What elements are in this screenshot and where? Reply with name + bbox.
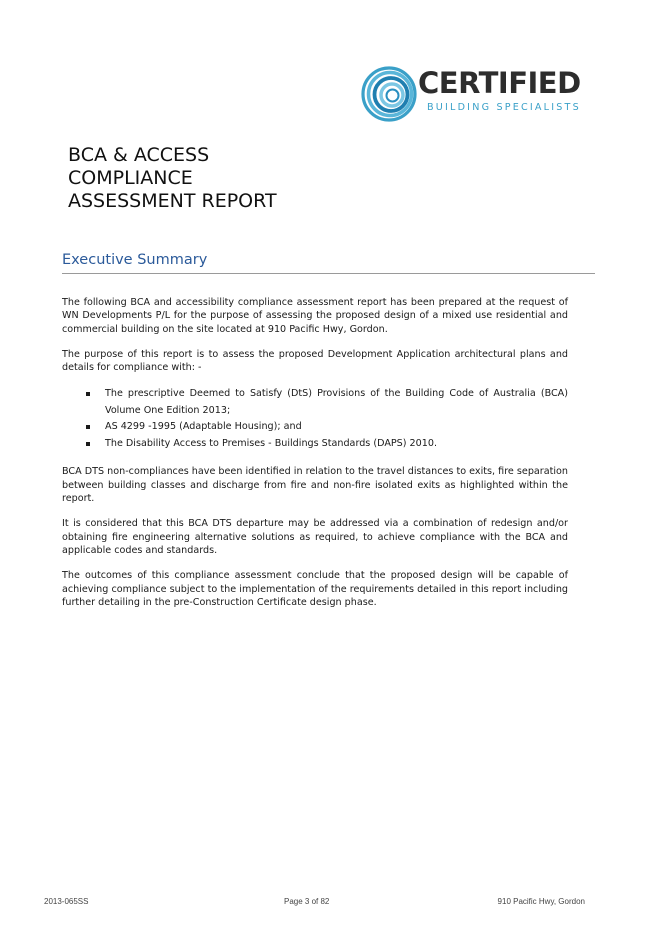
report-title-line: COMPLIANCE (68, 167, 193, 189)
list-item (62, 386, 568, 419)
list-item-text: The Disability Access to Premises - Buildings Standards (DAPS) 2010. (105, 437, 438, 449)
compliance-list (62, 386, 568, 452)
report-title-line: ASSESSMENT REPORT (68, 190, 277, 212)
report-title (68, 144, 388, 213)
square-bullet-icon (86, 442, 90, 446)
section-heading: Executive Summary (62, 252, 208, 268)
executive-summary-body (62, 296, 568, 621)
summary-paragraph: The following BCA and accessibility compliance assessment report has been prepared at the request of WN Developments P/L for the purpose of assessing the proposed design of a mixed use residential and commercial building on the site located at 910 Pacific Hwy, Gordon. (62, 297, 568, 335)
summary-paragraph: The outcomes of this compliance assessment conclude that the proposed design will be capable of achieving compliance subject to the implementation of the requirements detailed in this report including further detailing in the pre-Construction Certificate design phase. (62, 570, 568, 608)
summary-paragraph: It is considered that this BCA DTS departure may be addressed via a combination of redesign and/or obtaining fire engineering alternative solutions as required, to achieve compliance with the BCA and applicable codes and standards. (62, 518, 568, 556)
footer-document-number: 2013-065SS (44, 897, 89, 906)
summary-paragraph: BCA DTS non-compliances have been identified in relation to the travel distances to exits, fire separation between building classes and discharge from fire and non-fire isolated exits as highlighted within the report. (62, 466, 568, 505)
heading-divider (62, 273, 595, 274)
logo-tagline: BUILDING SPECIALISTS (427, 102, 581, 113)
list-item (62, 436, 568, 453)
square-bullet-icon (86, 392, 90, 396)
report-title-line: BCA & ACCESS (68, 144, 210, 166)
list-item (62, 419, 568, 436)
logo-wordmark: CERTIFIED (418, 66, 581, 100)
summary-paragraph: The purpose of this report is to assess the proposed Development Application architectural plans and details for compliance with: - (62, 348, 568, 374)
swirl-logo-icon (360, 64, 420, 124)
footer-page-number: Page 3 of 82 (284, 897, 330, 906)
list-item-text: AS 4299 -1995 (Adaptable Housing); and (105, 421, 302, 433)
square-bullet-icon (86, 425, 90, 429)
company-logo (360, 64, 580, 124)
list-item-text: The prescriptive Deemed to Satisfy (DtS) Provisions of the Building Code of Australia (BCA) Volume One Edition 2013; (105, 388, 568, 416)
page-footer (0, 897, 656, 909)
footer-site-address: 910 Pacific Hwy, Gordon (497, 897, 585, 906)
